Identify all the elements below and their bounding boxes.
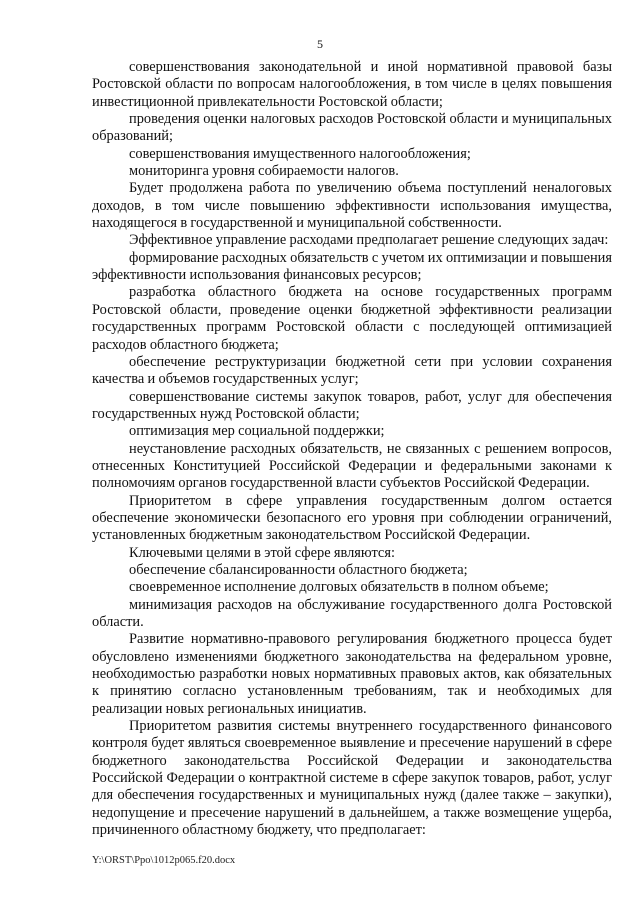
paragraph-5: Будет продолжена работа по увеличению объема поступлений неналоговых доходов, в том числе повышению эффективности использования имущества, находящегося в государственной и муниципальной собственности. [92,180,612,232]
paragraph-19: Приоритетом развития системы внутреннего государственного финансового контроля будет являться своевременное выявление и пресечение нарушений в сфере бюджетного законодательства Российской Федерации и законодательства Российской Федерации о контрактной системе в сфере закупок товаров, работ, услуг для обеспечения государственных и муниципальных нужд (далее также – закупки), недопущение и пресечение нарушений в дальнейшем, а также возмещение ущерба, причиненного областному бюджету, что предполагает: [92,718,612,839]
paragraph-16: своевременное исполнение долговых обязательств в полном объеме; [129,579,549,596]
paragraph-7: формирование расходных обязательств с учетом их оптимизации и повышения эффективности использования финансовых ресурсов; [92,249,612,284]
paragraph-8: разработка областного бюджета на основе государственных программ Ростовской области, проведение оценки бюджетной эффективности реализации государственных программ Ростовской области с последующей оптимизацией расходов областного бюджета; [92,284,612,353]
paragraph-11: оптимизация мер социальной поддержки; [129,423,385,440]
paragraph-12: неустановление расходных обязательств, не связанных с решением вопросов, отнесенных Конституцией Российской Федерации и федеральными законами к полномочиям органов государственной власти субъектов Российской Федерации. [92,440,612,492]
paragraph-15: обеспечение сбалансированности областного бюджета; [129,561,468,578]
paragraph-13: Приоритетом в сфере управления государственным долгом остается обеспечение экономически безопасного его уровня при соблюдении ограничений, установленных бюджетным законодательством Российской Федерации. [92,492,612,544]
page-number: 5 [317,37,323,51]
paragraph-1: совершенствования законодательной и иной нормативной правовой базы Ростовской области по вопросам налогообложения, в том числе в целях повышения инвестиционной привлекательности Ростовской области; [92,59,612,110]
paragraph-18: Развитие нормативно-правового регулирования бюджетного процесса будет обусловлено изменениями бюджетного законодательства на федеральном уровне, необходимостью разработки новых нормативных правовых актов, как обязательных к принятию согласно установленным требованиям, так и необходимых для реализации новых региональных инициатив. [92,631,612,717]
paragraph-4: мониторинга уровня собираемости налогов. [129,163,399,180]
paragraph-6: Эффективное управление расходами предполагает решение следующих задач: [129,232,609,249]
paragraph-17: минимизация расходов на обслуживание государственного долга Ростовской области. [92,596,612,630]
paragraph-2: проведения оценки налоговых расходов Ростовской области и муниципальных образований; [92,111,612,145]
paragraph-9: обеспечение реструктуризации бюджетной сети при условии сохранения качества и объемов государственных услуг; [92,353,612,388]
body-text [92,59,612,839]
paragraph-3: совершенствования имущественного налогообложения; [129,145,471,162]
paragraph-10: совершенствование системы закупок товаров, работ, услуг для обеспечения государственных нужд Ростовской области; [92,388,612,422]
paragraph-14: Ключевыми целями в этой сфере являются: [129,544,395,561]
footer-file-path: Y:\ORST\Ppo\1012p065.f20.docx [92,855,236,866]
